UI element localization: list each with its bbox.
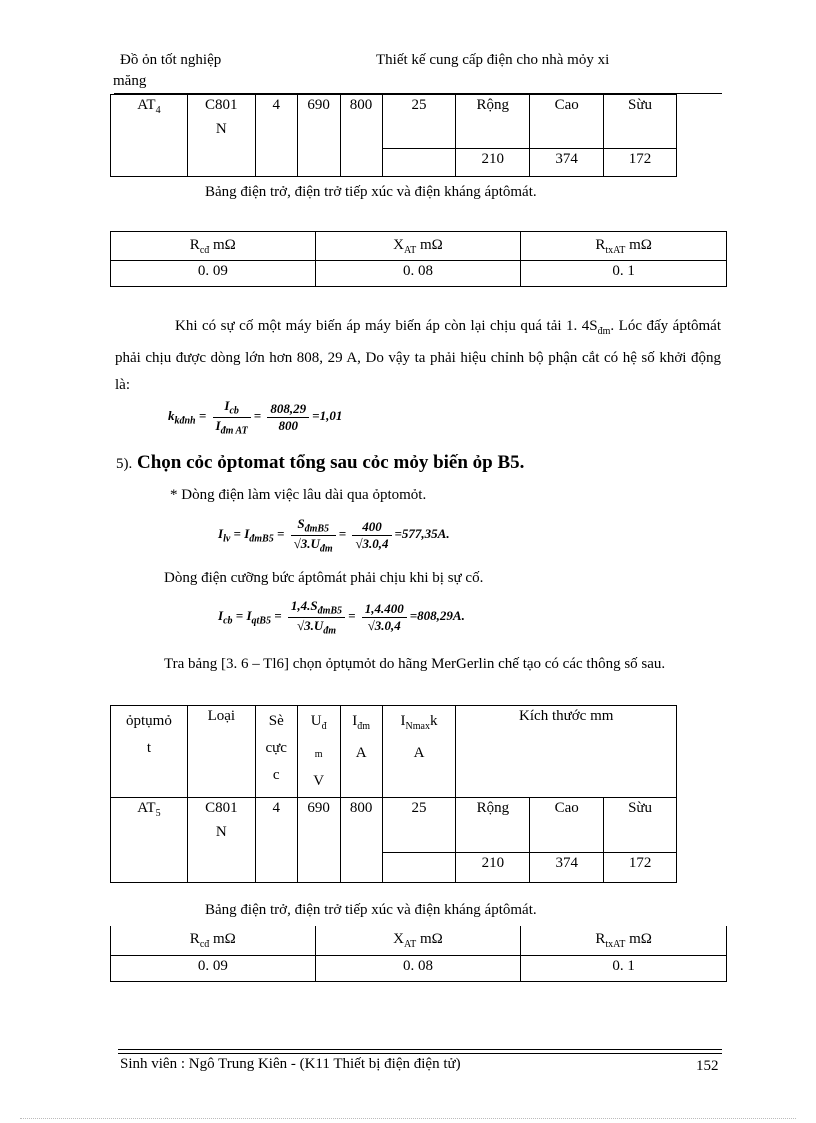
line-forced-current: Dòng điện cưỡng bức áptômát phải chịu khi bị sự cố.: [164, 570, 484, 586]
res1-v1: 0. 09: [111, 261, 316, 287]
at5-header-inmax: $I_{Nmax}k$ A: [382, 706, 456, 798]
at5-poles: 4: [255, 798, 297, 883]
header-right: Thiết kế cung cấp điện cho nhà mỏy xi: [376, 52, 610, 68]
at5-dim-value: 172: [604, 853, 677, 883]
at5-type: C801 N: [187, 798, 255, 883]
res2-v1: 0. 09: [111, 955, 316, 981]
res2-h2: $X_{AT}$ mΩ: [315, 926, 521, 955]
at5-u: 690: [297, 798, 340, 883]
at4-name: $AT_4$: [111, 95, 188, 177]
at4-empty: [382, 149, 456, 177]
at5-table: [110, 705, 677, 883]
at5-header-type: Loại: [187, 706, 255, 798]
header-left: Đồ ỏn tốt nghiệp: [120, 52, 222, 68]
at4-dim-header: Cao: [530, 95, 604, 149]
at4-type: C801 N: [187, 95, 255, 177]
formula-ilv: $I_{lv} = I_{đmB5}$ = $\frac{S_{đmB5}}{√3.U_{đm}}$ = $\frac{400}{√3.0,4}$ =577,35A.: [218, 516, 450, 555]
at4-i: 800: [340, 95, 382, 177]
at5-empty: [382, 853, 456, 883]
paragraph-table-lookup: Tra bảng [3. 6 – Tl6] chọn ỏptụmỏt do hãng MerGerlin chế tạo có các thông số sau.: [164, 656, 666, 672]
at4-inmax: 25: [382, 95, 456, 149]
res1-v3: 0. 1: [521, 261, 727, 287]
res1-h2: $X_{AT}$ mΩ: [315, 232, 521, 261]
at5-header-poles: Sè cực c: [255, 706, 297, 798]
footer-rule: [118, 1049, 722, 1050]
at5-header-u: $U_đ$ m V: [297, 706, 340, 798]
res1-h1: $R_{cđ}$ mΩ: [111, 232, 316, 261]
at4-dim-value: 172: [604, 149, 677, 177]
at4-dim-header: Sừu: [604, 95, 677, 149]
at4-dim-value: 210: [456, 149, 530, 177]
at4-dim-value: 374: [530, 149, 604, 177]
at4-dim-header: Rộng: [456, 95, 530, 149]
at5-inmax: 25: [382, 798, 456, 853]
paragraph-overload: Khi có sự cố một máy biến áp máy biến áp còn lại chịu quá tải 1. $4S_{đm}$. Lóc đấy áptômát phải chịu được dòng lớn hơn 808, 29 A, Do vậy ta phải hiệu chỉnh bộ phận cắt có hệ số khởi động là:: [115, 318, 722, 393]
line-working-current: * Dòng điện làm việc lâu dài qua ỏptomỏt.: [170, 487, 427, 503]
at4-table: [110, 94, 677, 177]
formula-kkd: $k_{kđnh}$ = $\frac{I_{cb}}{I_{đm AT}}$ = $\frac{808,29}{800}$ =1,01: [168, 398, 343, 437]
res2-h1: $R_{cđ}$ mΩ: [111, 926, 316, 955]
res1-h3: $R_{txAT}$ mΩ: [521, 232, 727, 261]
res2-h3: $R_{txAT}$ mΩ: [521, 926, 727, 955]
at5-dim-header: Sừu: [604, 798, 677, 853]
at5-dim-value: 374: [530, 853, 604, 883]
at5-dim-header: Cao: [530, 798, 604, 853]
caption-resistance-2: Bảng điện trở, điện trở tiếp xúc và điện kháng áptômát.: [205, 902, 537, 918]
at4-poles: 4: [255, 95, 297, 177]
at5-header-dimensions: Kích thước mm: [456, 706, 677, 798]
formula-icb: $I_{cb} = I_{qtB5}$ = $\frac{1,4.S_{đmB5}}{√3.U_{đm}}$ = $\frac{1,4.400}{√3.0,4}$ =808,29A.: [218, 598, 465, 637]
section-heading-5: 5). Chọn cỏc ỏptomat tổng sau cỏc mỏy biến ỏp B5.: [116, 452, 525, 473]
header-left-cont: măng: [113, 73, 147, 89]
resistance-table-2: [110, 926, 727, 982]
at5-name: $AT_5$: [111, 798, 188, 883]
footer-rule: [118, 1053, 722, 1054]
caption-resistance-1: Bảng điện trở, điện trở tiếp xúc và điện kháng áptômát.: [205, 184, 537, 200]
page-edge: [20, 1118, 796, 1119]
res2-v3: 0. 1: [521, 955, 727, 981]
res1-v2: 0. 08: [315, 261, 521, 287]
at5-dim-header: Rộng: [456, 798, 530, 853]
at5-i: 800: [340, 798, 382, 883]
resistance-table-1: [110, 231, 727, 287]
at5-dim-value: 210: [456, 853, 530, 883]
footer-text: Sinh viên : Ngô Trung Kiên - (K11 Thiết bị điện điện tử): [120, 1056, 461, 1072]
at5-header-name: ỏptụmỏ t: [111, 706, 188, 798]
page-number: 152: [696, 1058, 719, 1074]
at5-header-i: $I_{đm}$ A: [340, 706, 382, 798]
res2-v2: 0. 08: [315, 955, 521, 981]
at4-u: 690: [297, 95, 340, 177]
